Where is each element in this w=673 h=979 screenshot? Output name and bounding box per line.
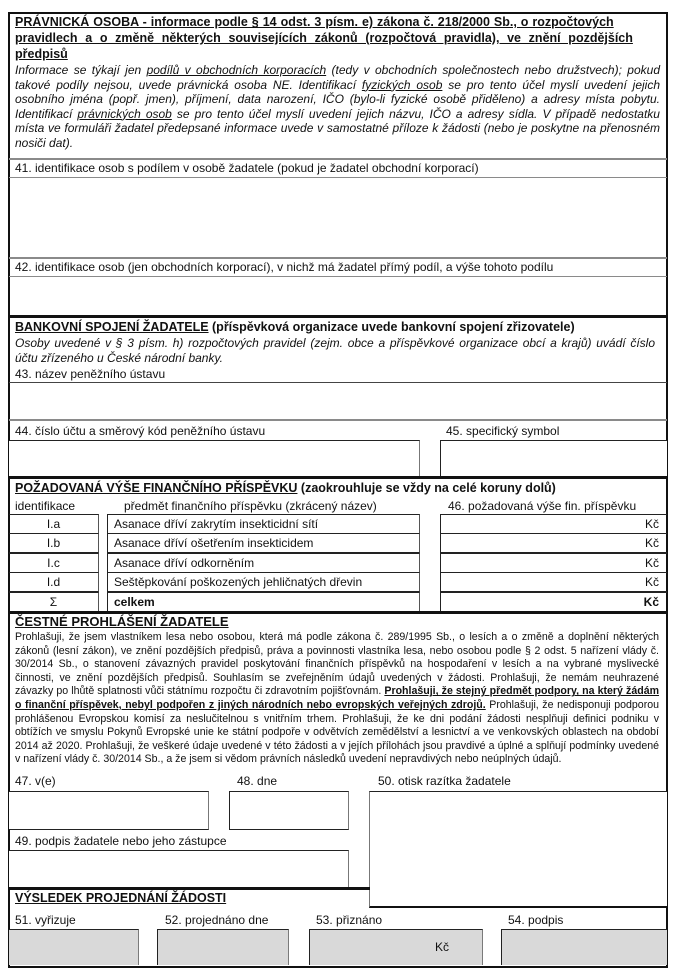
row-identification: I.a bbox=[9, 514, 99, 534]
field-45-input[interactable] bbox=[440, 440, 667, 477]
divider bbox=[9, 177, 667, 178]
note-underlined-natural-persons: fyzických osob bbox=[361, 77, 443, 92]
row-subject: Asanace dříví ošetřením insekticidem bbox=[107, 533, 420, 553]
row-subject: Seštěpkování poškozených jehličnatých dřevin bbox=[107, 572, 420, 592]
row-identification: I.b bbox=[9, 533, 99, 553]
field-52-label: 52. projednáno dne bbox=[165, 913, 269, 927]
bank-title bbox=[15, 320, 575, 334]
declaration-text bbox=[15, 631, 659, 767]
field-54-label: 54. podpis bbox=[508, 913, 564, 927]
legal-entity-title-line-1: PRÁVNICKÁ OSOBA - informace podle § 14 odst. 3 písm. e) zákona č. 218/2000 Sb., o rozpočtových bbox=[15, 15, 614, 29]
contribution-title-main: POŽADOVANÁ VÝŠE FINANČNÍHO PŘÍSPĚVKU bbox=[15, 481, 298, 495]
col-header-identification: identifikace bbox=[15, 499, 76, 513]
row-amount-input[interactable] bbox=[440, 514, 667, 534]
field-50-input[interactable] bbox=[369, 791, 667, 908]
field-47-input[interactable] bbox=[9, 791, 209, 830]
divider bbox=[9, 257, 667, 259]
contribution-title bbox=[15, 481, 556, 495]
note-text: Informace se týkají jen bbox=[15, 63, 147, 77]
row-currency: Kč bbox=[644, 517, 659, 531]
row-currency: Kč bbox=[643, 595, 659, 609]
col-header-amount: 46. požadovaná výše fin. příspěvku bbox=[448, 499, 637, 513]
row-identification: Σ bbox=[9, 592, 99, 612]
divider bbox=[9, 276, 667, 277]
row-amount-input[interactable] bbox=[440, 572, 667, 592]
bank-title-suffix: (příspěvková organizace uvede bankovní spojení zřizovatele) bbox=[208, 320, 575, 334]
note-underlined-shares: podílů v obchodních korporacích bbox=[146, 63, 327, 77]
bank-note: Osoby uvedené v § 3 písm. h) rozpočtových pravidel (zejm. obce a příspěvkové organizace obcí a krajů) uvádí číslo účtu zřízeného u České národní banky. bbox=[15, 336, 655, 365]
declaration-bold-statement: Prohlašuji, že stejný předmět podpory, na který žádám o finanční příspěvek, nebyl podpořen z jiných národních nebo evropských veřejných zdrojů. bbox=[15, 685, 660, 711]
field-51-input[interactable] bbox=[9, 929, 139, 965]
field-41-input[interactable] bbox=[10, 179, 666, 257]
row-amount-input[interactable] bbox=[440, 533, 667, 553]
row-currency: Kč bbox=[644, 556, 659, 570]
legal-entity-note bbox=[15, 63, 660, 150]
row-currency: Kč bbox=[644, 536, 659, 550]
field-43-input[interactable] bbox=[10, 384, 666, 419]
note-text: se pro tento účel myslí uvedení jejich názvu, IČO a adresy sídla. V případě nedostatku místa ve formuláři žadatel předepsané informace uvede v samostatné příloze k žádosti (nebo je poskytne na přenosném nosiči dat). bbox=[15, 106, 660, 150]
row-amount-input[interactable] bbox=[440, 592, 667, 612]
row-identification: I.d bbox=[9, 572, 99, 592]
section-divider bbox=[8, 887, 370, 890]
field-54-input[interactable] bbox=[501, 929, 667, 965]
divider bbox=[9, 382, 667, 383]
row-currency: Kč bbox=[644, 575, 659, 589]
declaration-text-part: Prohlašuji, že jsem vlastníkem lesa nebo osobou, která má podle zákona č. 289/1995 Sb., o lesích a o změně a doplnění některých zákonů (lesní zákon), ve znění pozdějších předpisů, práva a povinnosti vlastníka lesa, nebo osobou podle § 2 odst. 5 nařízení vlády č. 30/2014 Sb., o stanovení závazných pravidel poskytování finančních příspěvků na hospodaření v lesích a na vybrané myslivecké činnosti, ve znění pozdějších předpisů. Souhlasím se zveřejněním údajů uvedených v žádosti. Prohlašuji, že nemám neuhrazené závazky po lhůtě splatnosti vůči státnímu rozpočtu či zdravotním pojišťovnám. bbox=[15, 631, 659, 698]
result-title: VÝSLEDEK PROJEDNÁNÍ ŽÁDOSTI bbox=[15, 891, 227, 905]
row-subject: Asanace dříví zakrytím insekticidní sítí bbox=[107, 514, 420, 534]
field-50-label: 50. otisk razítka žadatele bbox=[378, 774, 511, 788]
note-text: se pro tento účel myslí uvedení jejich osobního jména (popř. jmen), příjmení, data narození, IČO (bylo-li fyzické osobě přiděleno) a adresy místa pobytu. Identifikací bbox=[15, 77, 660, 121]
divider bbox=[9, 419, 667, 421]
field-48-label: 48. dne bbox=[237, 774, 278, 788]
field-53-input[interactable] bbox=[309, 929, 483, 965]
field-42-label: 42. identifikace osob (jen obchodních korporací), v nichž má žadatel přímý podíl, a výše tohoto podílu bbox=[15, 260, 554, 274]
field-49-input[interactable] bbox=[9, 850, 349, 888]
field-41-label: 41. identifikace osob s podílem v osobě žadatele (pokud je žadatel obchodní korporací) bbox=[15, 161, 479, 175]
field-53-currency: Kč bbox=[435, 940, 450, 954]
col-header-subject: předmět finančního příspěvku (zkrácený název) bbox=[124, 499, 377, 513]
field-49-label: 49. podpis žadatele nebo jeho zástupce bbox=[15, 834, 227, 848]
field-47-label: 47. v(e) bbox=[15, 774, 56, 788]
declaration-title: ČESTNÉ PROHLÁŠENÍ ŽADATELE bbox=[15, 614, 229, 629]
field-42-input[interactable] bbox=[10, 278, 666, 314]
field-45-label: 45. specifický symbol bbox=[446, 424, 560, 438]
declaration-text-part: Prohlašuji, že nedisponuji podporou prohlášenou Evropskou komisí za neslučitelnou s vnitřním trhem. Prohlašuji, že ke dni podání žádosti nesplňuji definici podniku v obtížích ve smyslu Pokynů Evropské unie ke státní podpoře v odvětvích zemědělství a lesnictví a ve venkovských oblastech na období 2014 až 2020. Prohlašuji, že veškeré údaje uvedené v této žádosti a v jejích přílohách jsou pravdivé a úplné a splňují podmínky uvedené v nařízení vlády č. 30/2014 Sb., a že jsem si vědom právních následků uvedení nepravdivých nebo neúplných údajů. bbox=[15, 698, 659, 766]
divider bbox=[9, 158, 667, 160]
field-43-label: 43. název peněžního ústavu bbox=[15, 367, 166, 381]
legal-entity-title-line-2: pravidlech a o změně některých souvisejících zákonů (rozpočtová pravidla), ve znění pozdějších bbox=[15, 31, 633, 45]
contribution-title-suffix: (zaokrouhluje se vždy na celé koruny dolů) bbox=[297, 481, 556, 495]
field-53-label: 53. přiznáno bbox=[316, 913, 383, 927]
field-44-input[interactable] bbox=[9, 440, 420, 477]
row-subject: celkem bbox=[107, 592, 420, 612]
bank-title-main: BANKOVNÍ SPOJENÍ ŽADATELE bbox=[15, 320, 209, 334]
note-underlined-legal-persons: právnických osob bbox=[77, 106, 172, 121]
row-identification: I.c bbox=[9, 553, 99, 573]
section-divider bbox=[8, 476, 668, 479]
row-subject: Asanace dříví odkorněním bbox=[107, 553, 420, 573]
section-divider bbox=[8, 315, 668, 318]
field-48-input[interactable] bbox=[229, 791, 349, 830]
field-44-label: 44. číslo účtu a směrový kód peněžního ústavu bbox=[15, 424, 266, 438]
field-51-label: 51. vyřizuje bbox=[15, 913, 76, 927]
field-52-input[interactable] bbox=[157, 929, 289, 965]
legal-entity-title-line-3: předpisů bbox=[15, 47, 68, 61]
row-amount-input[interactable] bbox=[440, 553, 667, 573]
note-text: (tedy v obchodních společnostech nebo družstvech); pokud takové podíly nejsou, uvede právnická osoba NE. Identifikací bbox=[15, 63, 660, 92]
